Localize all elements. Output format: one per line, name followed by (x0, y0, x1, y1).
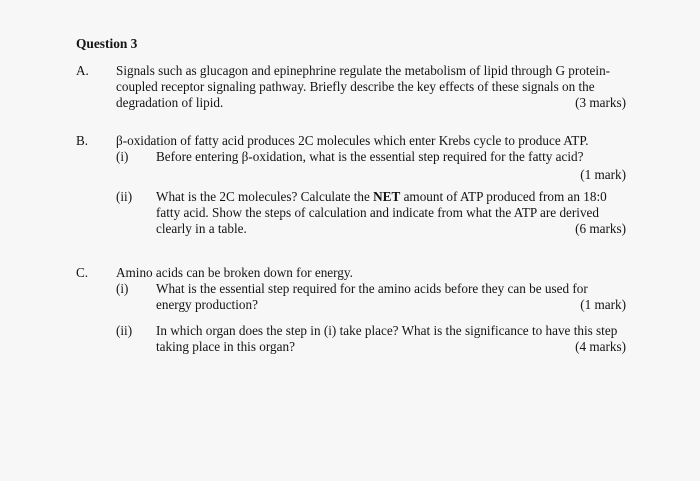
question-title: Question 3 (76, 36, 138, 51)
section-c-i-line-2: energy production? (156, 297, 258, 312)
section-c-ii-line-1: In which organ does the step in (i) take place? What is the significance to have this step (156, 323, 618, 338)
section-c-i-line-1: What is the essential step required for the amino acids before they can be used for (156, 281, 588, 296)
section-b-ii-line-3: clearly in a table. (156, 221, 247, 236)
section-c-label: C. (76, 265, 89, 280)
section-b-ii-marks: (6 marks) (575, 221, 626, 236)
section-a-line-1: Signals such as glucagon and epinephrine regulate the metabolism of lipid through G protein- (116, 63, 611, 78)
section-a-label: A. (76, 63, 89, 78)
section-c-ii-line-2: taking place in this organ? (156, 339, 295, 354)
section-c-intro: Amino acids can be broken down for energy. (116, 265, 353, 280)
section-c-i-marks: (1 mark) (580, 297, 626, 312)
section-b-intro: β-oxidation of fatty acid produces 2C molecules which enter Krebs cycle to produce ATP. (116, 133, 589, 148)
section-b-i-text: Before entering β-oxidation, what is the essential step required for the fatty acid? (156, 149, 584, 164)
section-a-marks: (3 marks) (575, 95, 626, 110)
section-c-ii-number: (ii) (116, 323, 133, 338)
section-b-ii-line-1-post: amount of ATP produced from an 18:0 (400, 189, 607, 204)
section-b-i-marks: (1 mark) (580, 167, 626, 182)
section-b-label: B. (76, 133, 89, 148)
section-c-i-number: (i) (116, 281, 129, 296)
section-b-ii-line-2: fatty acid. Show the steps of calculation and indicate from what the ATP are derived (156, 205, 599, 220)
section-b-ii-line-1-pre: What is the 2C molecules? Calculate the (156, 189, 374, 204)
section-b-i-number: (i) (116, 149, 129, 164)
section-a-line-3: degradation of lipid. (116, 95, 224, 110)
section-b-ii-line-1 (156, 189, 607, 205)
section-a-line-2: coupled receptor signaling pathway. Briefly describe the key effects of these signals on the (116, 79, 595, 94)
section-b-ii-number: (ii) (116, 189, 133, 204)
section-b-ii-net-emphasis: NET (373, 189, 401, 204)
section-c-ii-marks: (4 marks) (575, 339, 626, 354)
